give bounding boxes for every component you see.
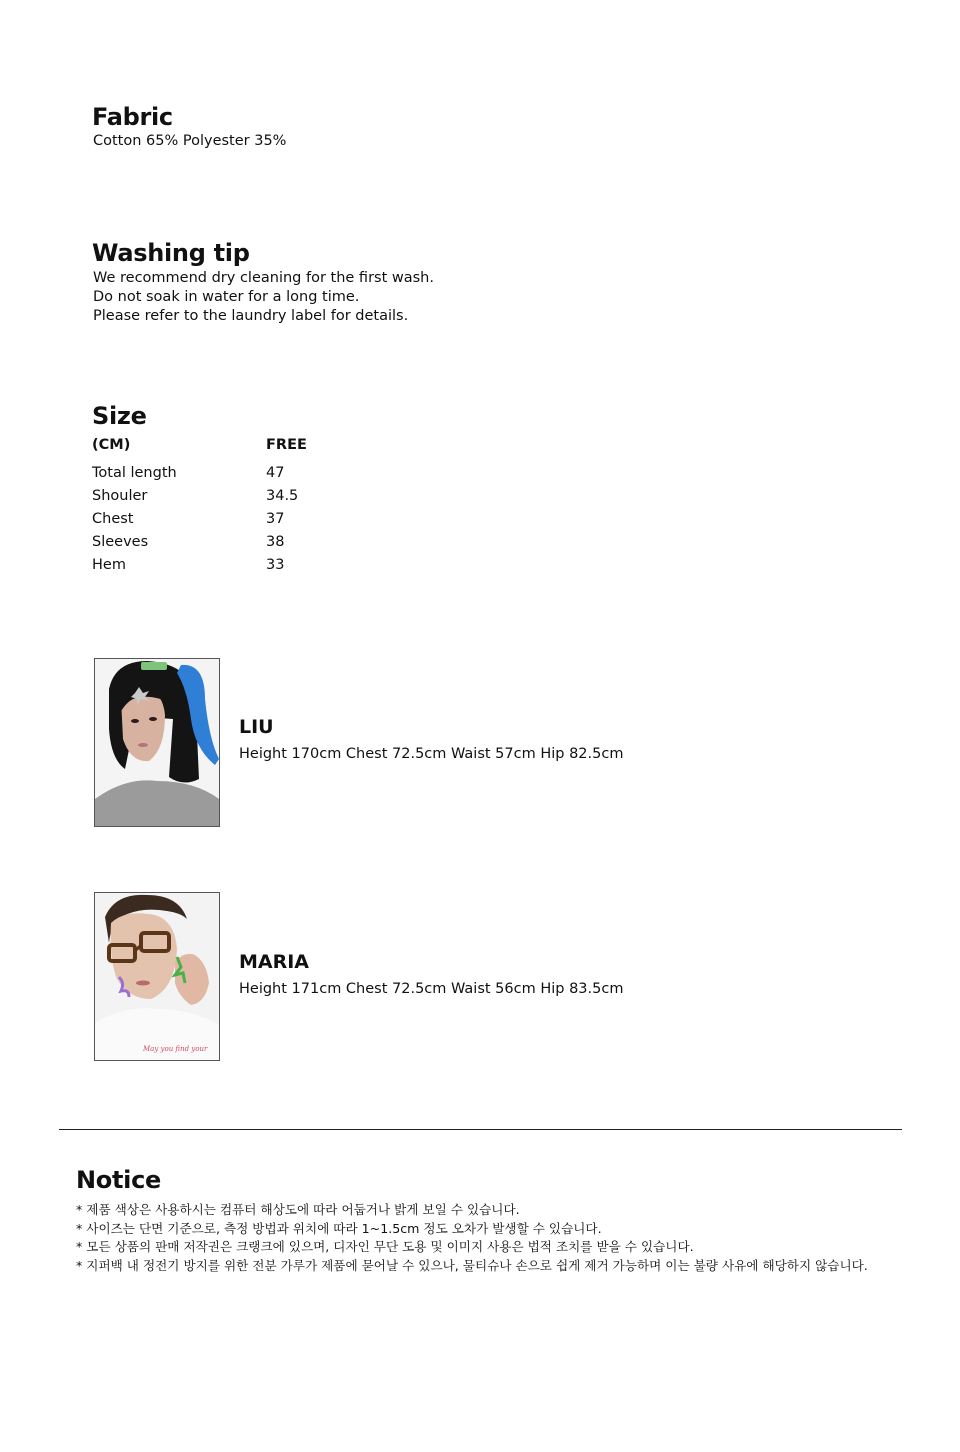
size-unit-header: (CM) — [92, 437, 131, 453]
model-name-liu: LIU — [239, 716, 274, 738]
fabric-title: Fabric — [92, 103, 173, 131]
size-row-label: Total length — [92, 465, 177, 481]
size-row-label: Sleeves — [92, 534, 149, 550]
washing-tip-title: Washing tip — [92, 239, 250, 267]
size-row-value: 47 — [266, 465, 285, 481]
size-row-label: Chest — [92, 511, 134, 527]
fabric-composition-text: Cotton 65% Polyester 35% — [93, 133, 287, 149]
notice-item: * 제품 색상은 사용하시는 컴퓨터 해상도에 따라 어둡거나 밝게 보일 수 있습니다. — [76, 1202, 520, 1217]
model-measurements-maria: Height 171cm Chest 72.5cm Waist 56cm Hip 83.5cm — [239, 981, 624, 997]
size-row-value: 33 — [266, 557, 285, 573]
size-row-value: 37 — [266, 511, 285, 527]
model-name-maria: MARIA — [239, 951, 310, 973]
notice-list — [76, 1201, 868, 1275]
notice-item: * 사이즈는 단면 기준으로, 측정 방법과 위치에 따라 1~1.5cm 정도 오차가 발생할 수 있습니다. — [76, 1220, 602, 1236]
size-row-label: Hem — [92, 557, 126, 573]
washing-tip-line: Do not soak in water for a long time. — [93, 289, 360, 305]
size-free-header: FREE — [266, 437, 307, 453]
model-photo-liu — [94, 658, 220, 827]
model-photo-maria — [94, 892, 220, 1061]
model-photo-liu-illustration — [95, 659, 219, 826]
notice-item: * 지퍼백 내 정전기 방지를 위한 전분 가루가 제품에 묻어날 수 있으나, 물티슈나 손으로 쉽게 제거 가능하며 이는 불량 사유에 해당하지 않습니다. — [76, 1257, 868, 1273]
size-row-value: 38 — [266, 534, 285, 550]
notice-item: * 모든 상품의 판매 저작권은 크랭크에 있으며, 디자인 무단 도용 및 이미지 사용은 법적 조치를 받을 수 있습니다. — [76, 1239, 694, 1255]
washing-tip-text — [93, 269, 434, 326]
model-photo-maria-illustration — [95, 893, 219, 1060]
size-row-label: Shouler — [92, 488, 148, 504]
size-title: Size — [92, 402, 147, 430]
fabric-composition — [93, 132, 286, 151]
washing-tip-line: We recommend dry cleaning for the first wash. — [93, 270, 434, 286]
washing-tip-line: Please refer to the laundry label for details. — [93, 308, 409, 324]
section-divider — [59, 1129, 902, 1130]
svg-text:May you find your: May you find your — [143, 1045, 208, 1053]
model-measurements-liu: Height 170cm Chest 72.5cm Waist 57cm Hip 82.5cm — [239, 746, 624, 762]
notice-title: Notice — [76, 1166, 161, 1194]
size-row-value: 34.5 — [266, 488, 299, 504]
